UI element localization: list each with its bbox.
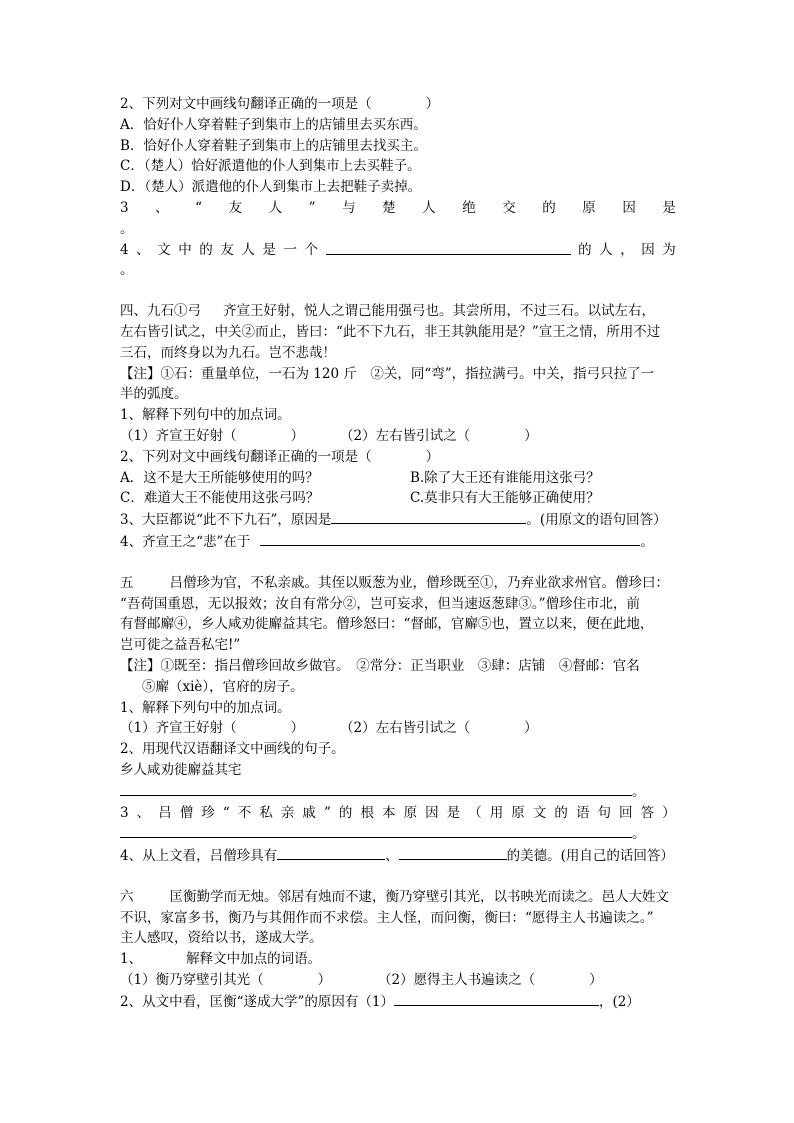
q3-char: 语 [575, 804, 590, 821]
question-2-end: 。 [632, 783, 646, 800]
section-6-text: 不识，家富多书，衡乃与其佣作而不求偿。主人怪，而问衡，衡曰：“愿得主人书遍读之。” [120, 909, 654, 926]
question-4-text: 4、齐宣王之“悲”在于 [120, 533, 251, 550]
question-4 [120, 845, 676, 867]
question-2-tail: ，(2） [598, 993, 640, 1010]
q4-char: 、 [136, 241, 150, 258]
q4-char: 文 [157, 241, 171, 258]
question-4-end: 。 [120, 262, 134, 279]
question-3-answer [120, 823, 676, 845]
q3-char: “ [195, 199, 203, 216]
section-4-text: 齐宣王好射，悦人之谓己能用强弓也。其尝所用，不过三石。以试左右， [223, 303, 655, 320]
answer-blank[interactable] [399, 845, 507, 860]
q3-char: 答 [640, 804, 655, 821]
section-6-text: 主人感叹，资给以书，遂成大学。 [120, 930, 323, 947]
question-1-num: 1、 [120, 951, 143, 968]
section-4-text: 三石，而终身以为九石。岂不悲哉！ [120, 344, 336, 361]
answer-blank[interactable] [331, 509, 526, 524]
q3-char: 句 [597, 804, 611, 821]
option-b: B．恰好仆人穿着鞋子到集市上的店铺里去找买主。 [120, 137, 427, 154]
section-6-line-1 [120, 887, 676, 908]
section-4-note: 【注】①石：重量单位，一石为 120 斤 ②关，同“弯”，指拉满弓。中关，指弓只拉了一 [120, 365, 655, 382]
option-a: A．恰好仆人穿着鞋子到集市上的店铺里去买东西。 [120, 116, 427, 133]
section-4-heading: 四、九石①弓 [120, 303, 201, 320]
question-1: 1、解释下列句中的加点词。 [120, 699, 291, 716]
q3-char: 3 [120, 199, 129, 216]
q3-char: 绝 [462, 199, 476, 216]
q3-char: 是 [446, 804, 461, 821]
section-5-note: 【注】①既至：指吕僧珍回故乡做官。 ②常分：正当职业 ③肆：店铺 ④督邮：官名 [120, 657, 640, 674]
q4-char: 人 [241, 241, 255, 258]
q4-char: 中 [178, 241, 192, 258]
q3-char: 吕 [158, 804, 172, 821]
question-4-tail: 的美德。(用自己的话回答） [506, 848, 674, 865]
answer-blank[interactable] [277, 845, 385, 860]
q3-char: 的 [338, 804, 353, 821]
worksheet-page [120, 94, 676, 1013]
option-d: D．（楚人）派遣他的仆人到集市上去把鞋子卖掉。 [120, 179, 422, 196]
option-a: A．这不是大王所能够使用的吗？ [120, 469, 319, 486]
section-6-heading: 六 [120, 888, 134, 905]
q3-char: 因 [425, 804, 439, 821]
question-4 [120, 531, 676, 553]
question-4-text: 4、从上文看，吕僧珍具有 [120, 848, 278, 865]
section-5-note: ⑤廨（xiè），官府的房子。 [142, 678, 304, 695]
answer-blank[interactable] [120, 823, 632, 838]
q3-char: 、 [155, 199, 169, 216]
option-b: B.除了大王还有谁能用这张弓？ [410, 469, 600, 486]
question-1a: （1）齐宣王好射（ ） [120, 427, 305, 444]
option-c: C．（楚人）恰好派遣他的仆人到集市上去买鞋子。 [120, 158, 421, 175]
q3-char: 原 [403, 804, 418, 821]
question-3 [120, 509, 676, 531]
section-5-line-1 [120, 573, 676, 594]
q4-char: 是 [262, 241, 276, 258]
question-3-spread [120, 803, 676, 824]
q3-char: 的 [554, 804, 568, 821]
question-2 [120, 991, 676, 1013]
q3-char: 人 [422, 199, 436, 216]
q3-char: 僧 [179, 804, 194, 821]
q4-char: 4 [120, 241, 129, 258]
q3-char: 友 [228, 199, 243, 216]
question-1-text: 解释文中加点的词语。 [186, 951, 322, 968]
section-5-text: 岂可徙之益吾私宅!” [120, 637, 241, 654]
question-3-tail: 。(用原文的语句回答） [526, 512, 667, 529]
q4-char: 因 [641, 241, 655, 258]
q4-char: ， [620, 241, 634, 258]
answer-blank[interactable] [260, 531, 640, 546]
question-1a: （1）齐宣王好射（ ） [120, 720, 305, 737]
q3-char: 人 [268, 199, 283, 216]
q3-char: 根 [360, 804, 374, 821]
q3-char: 与 [342, 199, 356, 216]
q3-char: 、 [136, 804, 151, 821]
q3-char: 的 [542, 199, 556, 216]
q4-char: 的 [199, 241, 213, 258]
question-3-text: 3、大臣都说“此不下九石”，原因是 [120, 512, 332, 529]
question-2: 2、下列对文中画线句翻译正确的一项是（ ） [120, 96, 440, 112]
q3-char: 原 [511, 804, 525, 821]
answer-blank[interactable] [326, 240, 571, 255]
question-1b: （2）愿得主人书遍读之（ ） [378, 972, 603, 989]
q3-char: ） [662, 804, 676, 821]
q3-char: 楚 [382, 199, 396, 216]
q3-char: 亲 [280, 804, 295, 821]
q3-char: 回 [619, 804, 633, 821]
q3-char: 是 [662, 199, 676, 216]
section-5-text: “吾荷国重恩，无以报效；汝自有常分②，岂可妄求，但当速返葱肆③。”僧珍住市北，前 [120, 595, 641, 612]
q3-char: 私 [259, 804, 273, 821]
section-4-note: 半的弧度。 [120, 386, 188, 403]
option-c: C．难道大王不能使用这张弓吗？ [120, 490, 320, 507]
question-2: 2、下列对文中画线句翻译正确的一项是（ ） [120, 448, 440, 465]
section-5-text: 有督邮廨④，乡人咸劝徙廨益其宅。僧珍怒曰：“督邮，官廨⑤也，置立以来，便在此地， [120, 616, 654, 633]
q4-char: 为 [662, 241, 676, 258]
section-5-text: 吕僧珍为官，不私亲戚。其侄以贩葱为业，僧珍既至①，乃弃业欲求州官。僧珍曰： [169, 574, 669, 591]
q3-char: 珍 [201, 804, 215, 821]
options-ab [120, 468, 676, 489]
question-1-items [120, 970, 676, 991]
question-4-sep: 、 [385, 848, 399, 865]
question-1b: （2）左右皆引试之（ ） [340, 427, 538, 444]
q3-char: （ [468, 804, 482, 821]
q3-char: 本 [382, 804, 396, 821]
question-2-answer [120, 781, 676, 803]
q3-char: 交 [502, 199, 516, 216]
q3-char: ” [323, 804, 331, 821]
section-4-line-1 [120, 301, 676, 322]
question-4-spread [120, 240, 676, 261]
question-4-end: 。 [640, 533, 654, 550]
question-1a: （1）衡乃穿壁引其光（ ） [120, 972, 332, 989]
question-3-end: 。 [632, 826, 646, 843]
question-1-items [120, 426, 676, 447]
q3-char: 戚 [302, 804, 316, 821]
answer-blank[interactable] [120, 781, 632, 796]
q4-char: 友 [220, 241, 234, 258]
q3-char: ” [308, 199, 316, 216]
q4-char: 人 [599, 241, 613, 258]
option-d: C.莫非只有大王能够正确使用？ [410, 490, 600, 507]
question-2-sentence: 乡人咸劝徙廨益其宅 [120, 761, 242, 778]
q3-char: 不 [237, 804, 252, 821]
section-6-text: 匡衡勤学而无烛。邻居有烛而不逮，衡乃穿壁引其光，以书映光而读之。邑人大姓文 [169, 888, 669, 905]
q4-char: 的 [578, 241, 592, 258]
q3-char: 因 [622, 199, 636, 216]
q3-char: 原 [582, 199, 596, 216]
question-3-spread [120, 198, 676, 219]
section-4-text: 左右皆引试之，中关②而止，皆曰：“此不下九石，非王其孰能用是？”宣王之情，所用不过 [120, 323, 661, 340]
q4-char: 一 [283, 241, 297, 258]
question-1: 1、解释下列句中的加点词。 [120, 407, 291, 424]
question-1b: （2）左右皆引试之（ ） [340, 720, 538, 737]
question-1 [120, 949, 676, 970]
q3-char: 文 [532, 804, 547, 821]
question-2: 2、用现代汉语翻译文中画线的句子。 [120, 741, 345, 758]
question-1-items [120, 718, 676, 739]
q4-char: 个 [304, 241, 319, 258]
section-5-heading: 五 [120, 574, 134, 591]
q3-char: 3 [120, 804, 129, 821]
q3-char: 用 [489, 804, 504, 821]
options-cd [120, 488, 676, 509]
question-3-end: 。 [120, 220, 134, 237]
question-2-text: 2、从文中看，匡衡“遂成大学”的原因有（1） [120, 993, 394, 1010]
answer-blank[interactable] [394, 991, 599, 1006]
q3-char: “ [222, 804, 230, 821]
